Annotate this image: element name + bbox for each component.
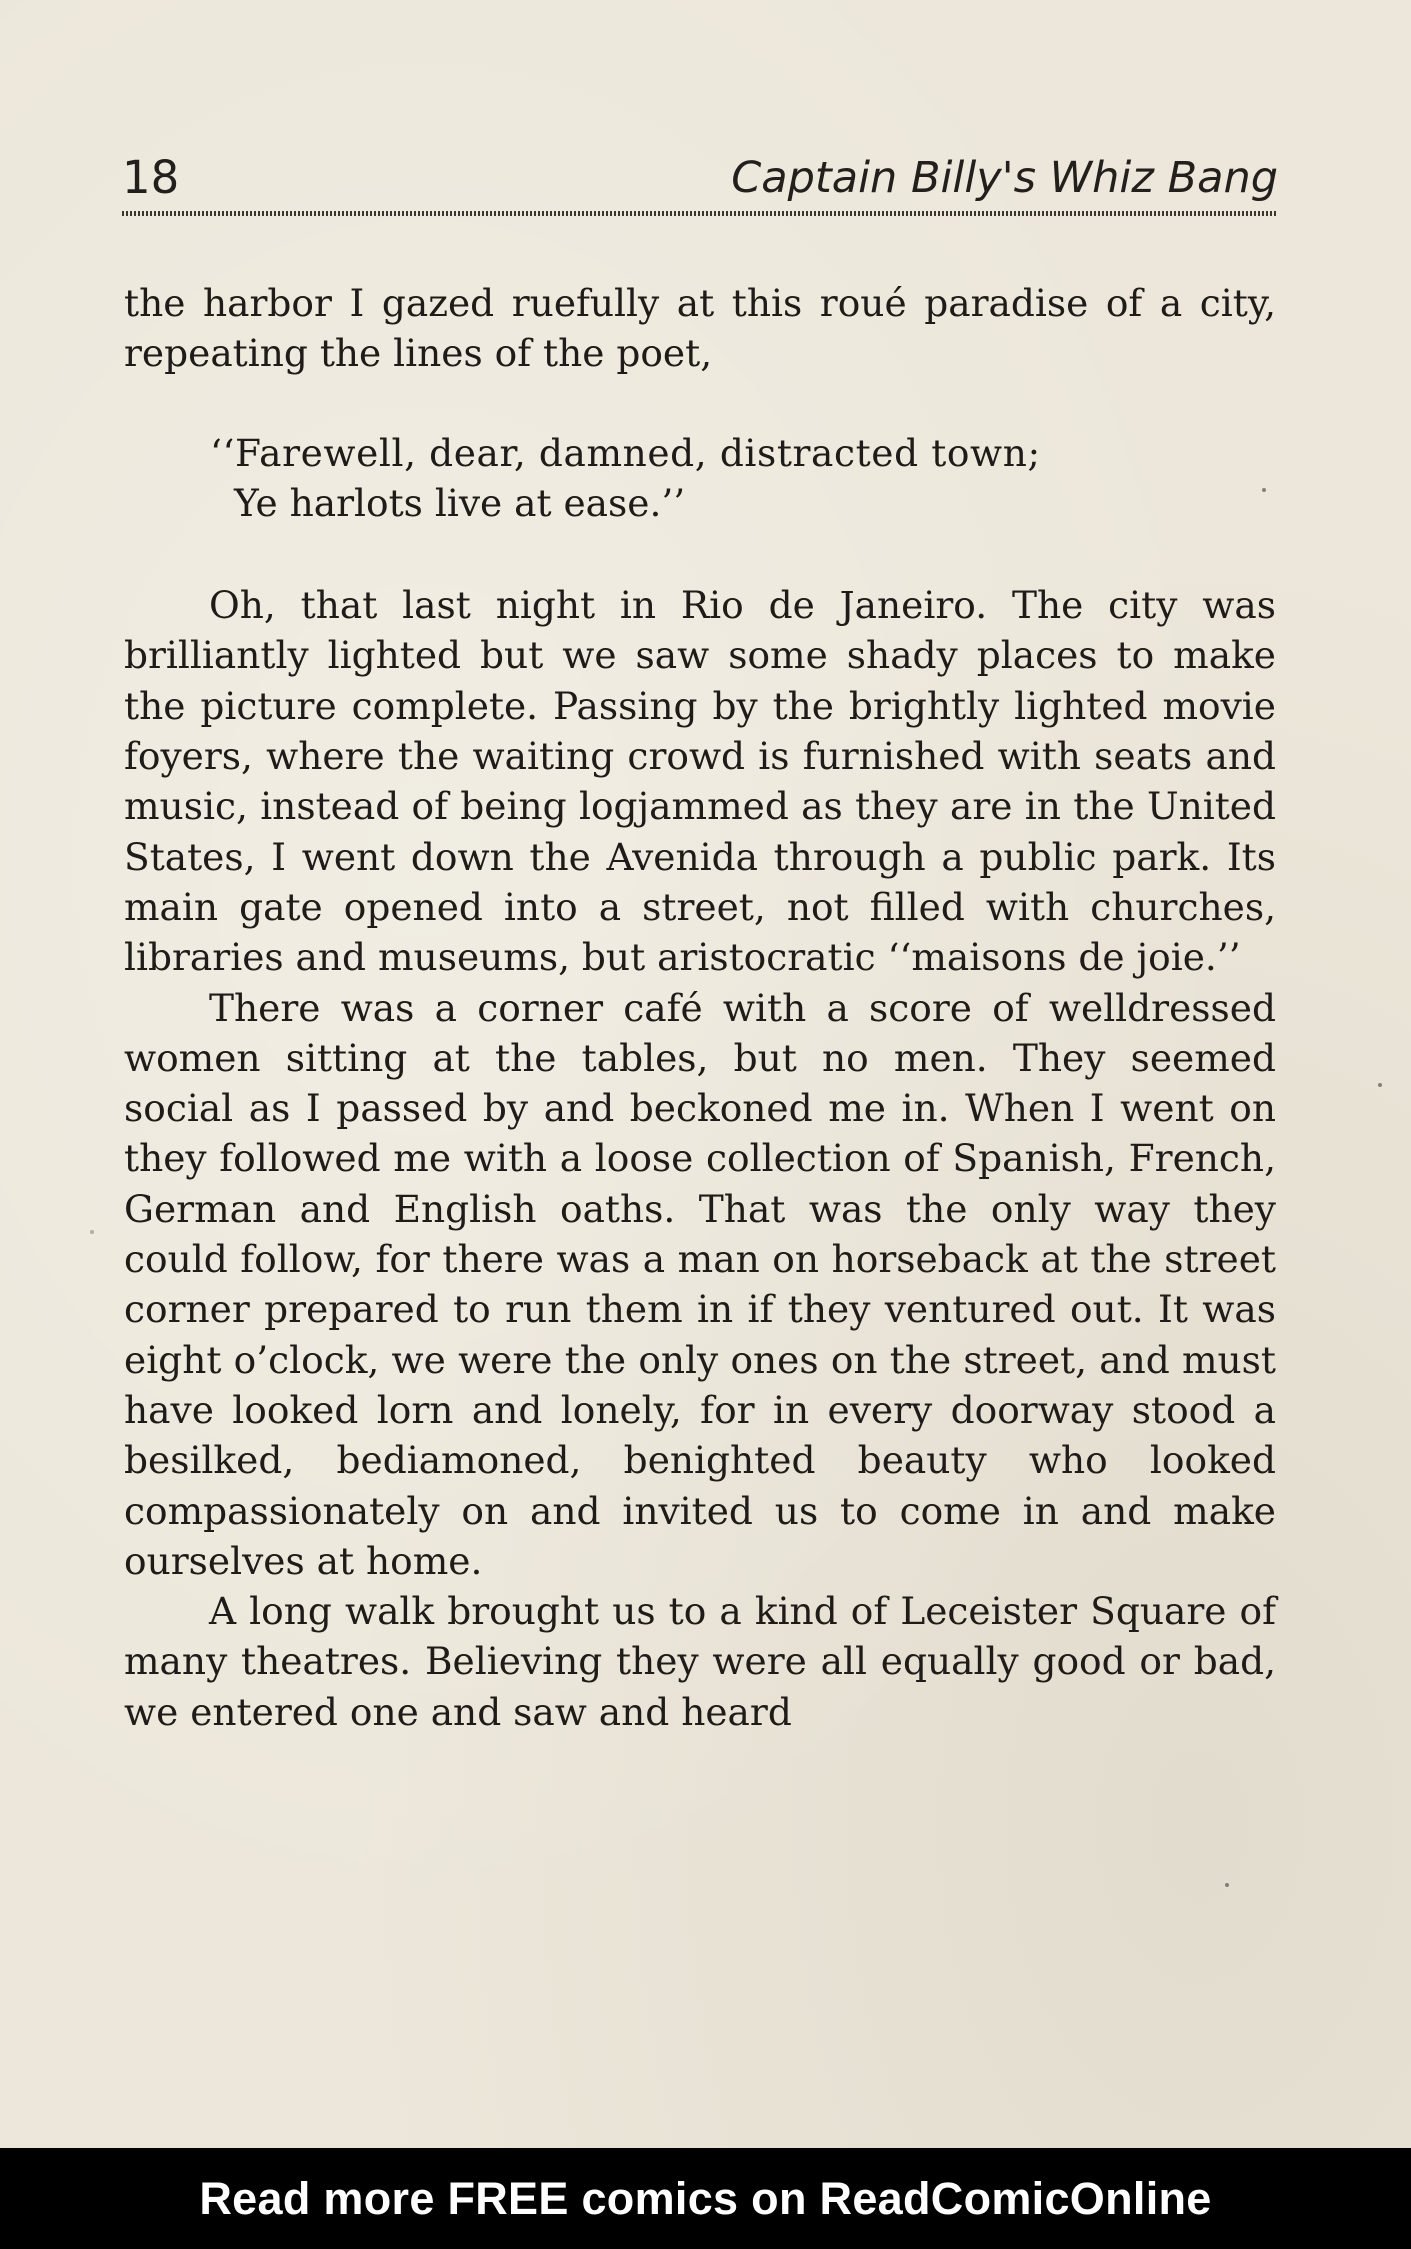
paragraph-theatre-square: A long walk brought us to a kind of Leceister Square of many theatres. Believing they were all equally good or bad, we entered one and saw and heard [124, 1589, 1276, 1734]
paper-speck [1262, 488, 1266, 492]
header-rule [122, 211, 1278, 216]
promo-banner[interactable] [0, 2148, 1411, 2249]
body-text [124, 278, 1276, 1737]
promo-banner-text[interactable]: Read more FREE comics on ReadComicOnline [199, 2172, 1212, 2224]
paper-speck [1378, 1083, 1382, 1087]
paper-speck [1225, 1883, 1229, 1887]
paragraph-rio-night: Oh, that last night in Rio de Janeiro. The city was brilliantly lighted but we saw some shady places to make the picture complete. Passing by the brightly lighted movie foyers, where the waiting crowd is furnished with seats and music, instead of being logjammed as they are in the United States, I went down the Avenida through a public park. Its main gate opened into a street, not filled with churches, libraries and museums, but aristocratic ‘‘maisons de joie.’’ [124, 583, 1276, 980]
verse-line: ‘‘Farewell, dear, damned, distracted town; [210, 430, 1041, 475]
running-title: Captain Billy's Whiz Bang [731, 153, 1278, 203]
page-number: 18 [122, 151, 180, 204]
verse-line: Ye harlots live at ease.’’ [234, 480, 686, 525]
verse-quote [124, 428, 1276, 529]
page-header [122, 150, 1278, 206]
paper-speck [90, 1230, 94, 1234]
paragraph-corner-cafe: There was a corner café with a score of welldressed women sitting at the tables, but no men. They seemed social as I passed by and beckoned me in. When I went on they followed me with a loose collection of Spanish, French, German and English oaths. That was the only way they could follow, for there was a man on horseback at the street corner prepared to run them in if they ventured out. It was eight o’clock, we were the only ones on the street, and must have looked lorn and lonely, for in every doorway stood a besilked, bediamoned, benighted beauty who looked compassionately on and invited us to come in and make ourselves at home. [124, 985, 1276, 1583]
opening-paragraph: the harbor I gazed ruefully at this roué paradise of a city, repeating the lines of the poet, [124, 281, 1276, 376]
